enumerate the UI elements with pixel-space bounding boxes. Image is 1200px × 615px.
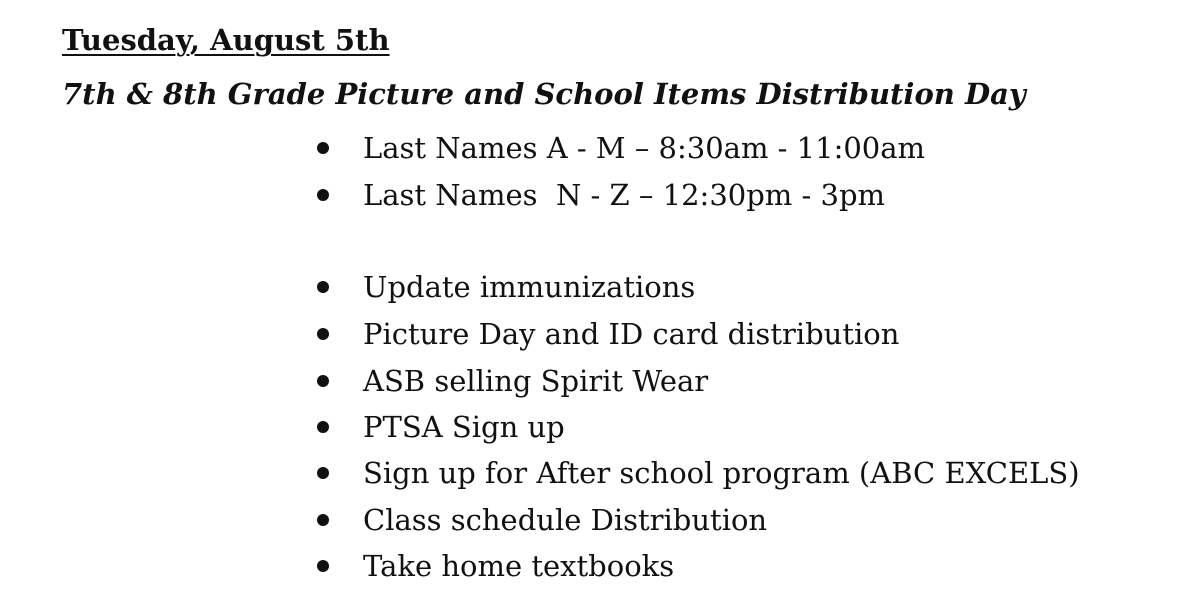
list-item-text: Sign up for After school program (ABC EXCELS) bbox=[363, 456, 1080, 490]
event-title: 7th & 8th Grade Picture and School Items Distribution Day bbox=[62, 77, 1026, 111]
list-item-ptsa bbox=[312, 405, 565, 449]
bullet-icon bbox=[317, 328, 329, 340]
bullet-icon bbox=[317, 189, 329, 201]
bullet-icon bbox=[317, 514, 329, 526]
list-item-text: Last Names N - Z – 12:30pm - 3pm bbox=[363, 178, 886, 212]
bullet-icon bbox=[317, 560, 329, 572]
list-item-immunizations bbox=[312, 265, 695, 309]
list-item-spirit-wear bbox=[312, 359, 708, 403]
list-item-text: Class schedule Distribution bbox=[363, 503, 768, 537]
list-item-text: Picture Day and ID card distribution bbox=[363, 317, 900, 351]
list-item-schedule-a-m bbox=[312, 126, 925, 170]
list-item-textbooks bbox=[312, 544, 674, 588]
list-item-class-schedule bbox=[312, 498, 767, 542]
list-item-text: PTSA Sign up bbox=[363, 410, 565, 444]
list-item-text: ASB selling Spirit Wear bbox=[363, 364, 709, 398]
list-item-after-school bbox=[312, 451, 1080, 495]
bullet-icon bbox=[317, 375, 329, 387]
bullet-icon bbox=[317, 142, 329, 154]
bullet-icon bbox=[317, 281, 329, 293]
list-item-text: Last Names A - M – 8:30am - 11:00am bbox=[363, 131, 926, 165]
list-item-text: Update immunizations bbox=[363, 270, 696, 304]
bullet-icon bbox=[317, 467, 329, 479]
list-item-schedule-n-z bbox=[312, 173, 885, 217]
list-item-picture-day bbox=[312, 312, 899, 356]
date-heading: Tuesday, August 5th bbox=[62, 23, 390, 57]
bullet-icon bbox=[317, 421, 329, 433]
list-item-text: Take home textbooks bbox=[363, 549, 675, 583]
